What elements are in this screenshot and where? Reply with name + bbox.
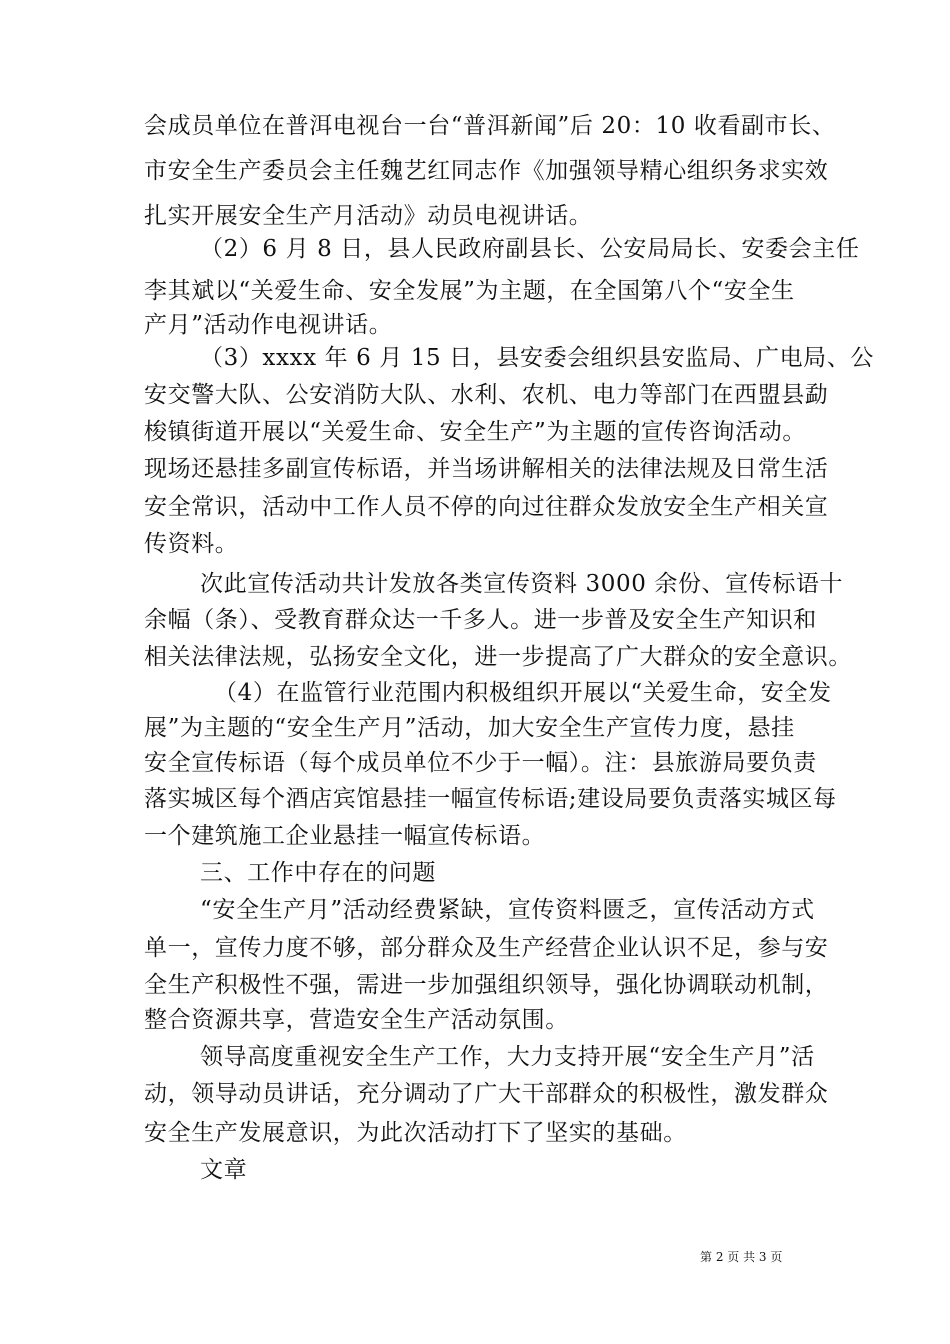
text-line: 余幅（条）、受教育群众达一千多人。进一步普及安全生产知识和: [144, 607, 817, 633]
text-line: 安全生产发展意识，为此次活动打下了坚实的基础。: [144, 1120, 687, 1146]
text-line: 领导高度重视安全生产工作，大力支持开展“安全生产月”活: [200, 1044, 815, 1070]
text-line: 市安全生产委员会主任魏艺红同志作《加强领导精心组织务求实效: [144, 158, 829, 184]
text-line: 整合资源共享，营造安全生产活动氛围。: [144, 1007, 569, 1033]
text-line: 一个建筑施工企业悬挂一幅宣传标语。: [144, 823, 546, 849]
text-line: 次此宣传活动共计发放各类宣传资料 3000 余份、宣传标语十: [200, 571, 844, 597]
text-line: 文章: [200, 1157, 248, 1183]
text-line: 产月”活动作电视讲话。: [144, 312, 393, 338]
text-line: 相关法律法规，弘扬安全文化，进一步提高了广大群众的安全意识。: [144, 644, 852, 670]
text-line: 安全宣传标语（每个成员单位不少于一幅）。注：县旅游局要负责: [144, 750, 817, 776]
text-line: “安全生产月”活动经费紧缺，宣传资料匮乏，宣传活动方式: [200, 897, 815, 923]
text-line: （2）6 月 8 日，县人民政府副县长、公安局局长、安委会主任: [200, 236, 860, 262]
page-number: 第 2 页 共 3 页: [700, 1250, 783, 1264]
text-line: 现场还悬挂多副宣传标语，并当场讲解相关的法律法规及日常生活: [144, 456, 829, 482]
text-line: （4）在监管行业范围内积极组织开展以“关爱生命，安全发: [214, 680, 832, 706]
text-line: 扎实开展安全生产月活动》动员电视讲话。: [144, 203, 593, 229]
text-line: 单一，宣传力度不够，部分群众及生产经营企业认识不足，参与安: [144, 935, 829, 961]
text-line: 落实城区每个酒店宾馆悬挂一幅宣传标语;建设局要负责落实城区每: [144, 786, 837, 812]
section-heading: 三、工作中存在的问题: [200, 860, 436, 886]
text-line: 动，领导动员讲话，充分调动了广大干部群众的积极性，激发群众: [144, 1081, 829, 1107]
text-line: （3）xxxx 年 6 月 15 日，县安委会组织县安监局、广电局、公: [200, 345, 874, 371]
text-line: 安交警大队、公安消防大队、水利、农机、电力等部门在西盟县勐: [144, 382, 829, 408]
text-line: 会成员单位在普洱电视台一台“普洱新闻”后 20：10 收看副市长、: [144, 113, 836, 139]
text-line: 安全常识，活动中工作人员不停的向过往群众发放安全生产相关宣: [144, 494, 829, 520]
text-line: 传资料。: [144, 531, 239, 557]
text-line: 全生产积极性不强，需进一步加强组织领导，强化协调联动机制，: [144, 972, 829, 998]
text-line: 李其斌以“关爱生命、安全发展”为主题，在全国第八个“安全生: [144, 278, 795, 304]
text-line: 梭镇街道开展以“关爱生命、安全生产”为主题的宣传咨询活动。: [144, 419, 806, 445]
text-line: 展”为主题的“安全生产月”活动，加大安全生产宣传力度，悬挂: [144, 715, 795, 741]
